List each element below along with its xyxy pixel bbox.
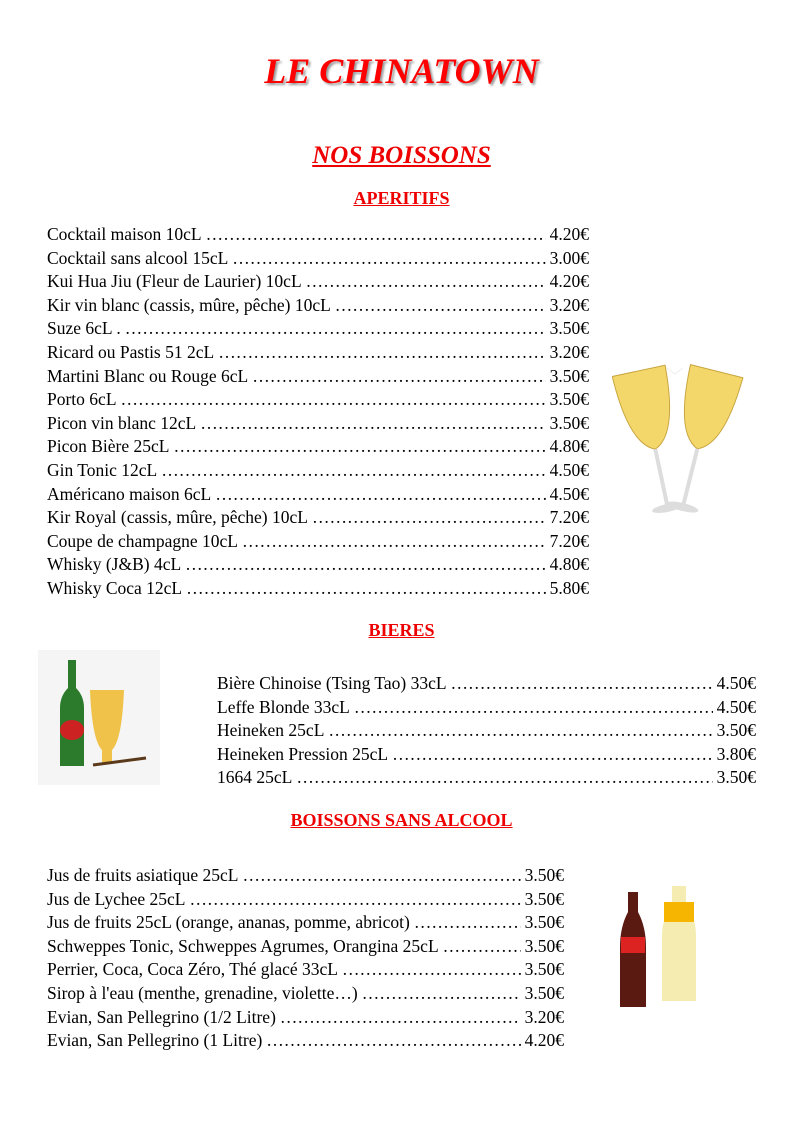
menu-item: [47, 577, 589, 601]
item-name: Heineken 25cL: [217, 720, 325, 741]
item-name: Bière Chinoise (Tsing Tao) 33cL: [217, 673, 447, 693]
menu-item: [47, 365, 589, 389]
item-name: Sirop à l'eau (menthe, grenadine, violette…): [47, 982, 358, 1003]
dot-leader: [242, 530, 546, 554]
menu-item: [47, 530, 589, 554]
dot-leader: [232, 247, 545, 271]
champagne-glasses-image: [612, 350, 747, 525]
dot-leader: [296, 766, 712, 790]
dot-leader: [328, 719, 712, 743]
menu-item: [47, 888, 564, 912]
dot-leader: [312, 506, 546, 530]
dot-leader: [354, 696, 713, 720]
dot-leader: [125, 317, 546, 341]
menu-item: [47, 459, 589, 483]
menu-item: [47, 982, 564, 1006]
item-name: Suze 6cL .: [47, 318, 121, 339]
item-price: 3.80€: [716, 743, 756, 764]
aperitifs-list: [47, 223, 589, 601]
item-name: Cocktail sans alcool 15cL: [47, 247, 229, 268]
menu-item: [217, 672, 756, 696]
dot-leader: [392, 743, 713, 767]
item-price: 5.80€: [549, 577, 589, 598]
item-name: Jus de fruits asiatique 25cL: [47, 865, 239, 885]
item-price: 3.50€: [524, 865, 564, 885]
item-price: 4.20€: [524, 1030, 564, 1051]
menu-item: [47, 483, 589, 507]
menu-item: [217, 766, 756, 790]
menu-item: [47, 911, 564, 935]
item-price: 3.20€: [524, 1006, 564, 1027]
dot-leader: [206, 223, 546, 247]
item-price: 3.20€: [549, 294, 589, 315]
item-price: 3.50€: [549, 318, 589, 339]
item-name: Porto 6cL: [47, 389, 117, 410]
menu-item: [217, 696, 756, 720]
item-price: 3.50€: [549, 365, 589, 386]
menu-item: [47, 388, 589, 412]
dot-leader: [362, 982, 521, 1006]
dot-leader: [121, 388, 546, 412]
dot-leader: [215, 483, 545, 507]
dot-leader: [161, 459, 545, 483]
item-price: 4.20€: [549, 271, 589, 292]
dot-leader: [451, 672, 713, 696]
item-name: Ricard ou Pastis 51 2cL: [47, 341, 215, 362]
item-name: Evian, San Pellegrino (1 Litre): [47, 1030, 263, 1051]
dot-leader: [218, 341, 545, 365]
item-price: 4.80€: [549, 436, 589, 457]
item-price: 3.50€: [524, 888, 564, 909]
menu-item: [47, 435, 589, 459]
item-price: 3.50€: [716, 767, 756, 788]
item-price: 3.50€: [549, 412, 589, 433]
dot-leader: [335, 294, 546, 318]
dot-leader: [414, 911, 521, 935]
item-price: 3.50€: [716, 720, 756, 741]
soda-bottles-image: [620, 882, 705, 1012]
dot-leader: [242, 864, 520, 888]
item-name: Cocktail maison 10cL: [47, 224, 202, 244]
menu-item: [47, 1006, 564, 1030]
dot-leader: [280, 1006, 521, 1030]
dot-leader: [266, 1029, 520, 1053]
item-name: Martini Blanc ou Rouge 6cL: [47, 365, 249, 386]
dot-leader: [185, 553, 545, 577]
item-price: 3.50€: [549, 389, 589, 410]
item-name: Gin Tonic 12cL: [47, 459, 158, 480]
item-price: 3.20€: [549, 341, 589, 362]
item-name: Kui Hua Jiu (Fleur de Laurier) 10cL: [47, 271, 302, 292]
dot-leader: [186, 577, 546, 601]
item-name: Heineken Pression 25cL: [217, 743, 389, 764]
menu-subtitle: NOS BOISSONS: [312, 142, 491, 169]
item-name: Leffe Blonde 33cL: [217, 696, 350, 717]
menu-item: [47, 270, 589, 294]
item-name: Coupe de champagne 10cL: [47, 530, 238, 551]
item-name: Picon vin blanc 12cL: [47, 412, 197, 433]
item-price: 4.80€: [549, 554, 589, 575]
dot-leader: [252, 365, 545, 389]
sans-alcool-list: [47, 864, 564, 1053]
item-name: Whisky Coca 12cL: [47, 577, 183, 598]
beer-bottle-image: [38, 650, 160, 785]
menu-item: [47, 247, 589, 271]
menu-item: [47, 935, 564, 959]
item-price: 4.50€: [716, 673, 756, 693]
item-price: 7.20€: [549, 530, 589, 551]
menu-item: [217, 719, 756, 743]
item-name: Perrier, Coca, Coca Zéro, Thé glacé 33cL: [47, 959, 338, 980]
dot-leader: [342, 958, 521, 982]
menu-item: [47, 223, 589, 247]
section-heading-sans-alcool: BOISSONS SANS ALCOOL: [290, 810, 513, 830]
menu-item: [47, 553, 589, 577]
item-name: Jus de fruits 25cL (orange, ananas, pomme, abricot): [47, 912, 410, 933]
item-price: 4.50€: [549, 483, 589, 504]
item-price: 3.00€: [549, 247, 589, 268]
item-name: Picon Bière 25cL: [47, 436, 170, 457]
restaurant-title: LE CHINATOWN: [264, 51, 539, 91]
menu-item: [47, 506, 589, 530]
item-name: 1664 25cL: [217, 767, 293, 788]
menu-item: [47, 317, 589, 341]
menu-item: [47, 412, 589, 436]
dot-leader: [200, 412, 545, 436]
item-price: 3.50€: [524, 935, 564, 956]
item-name: Américano maison 6cL: [47, 483, 212, 504]
item-name: Evian, San Pellegrino (1/2 Litre): [47, 1006, 276, 1027]
item-name: Kir Royal (cassis, mûre, pêche) 10cL: [47, 507, 308, 528]
item-price: 3.50€: [524, 959, 564, 980]
item-price: 4.50€: [716, 696, 756, 717]
dot-leader: [443, 935, 521, 959]
item-price: 7.20€: [549, 507, 589, 528]
item-price: 3.50€: [524, 912, 564, 933]
section-heading-aperitifs: APERITIFS: [353, 188, 450, 208]
menu-item: [217, 743, 756, 767]
section-heading-bieres: BIERES: [368, 620, 435, 640]
item-name: Whisky (J&B) 4cL: [47, 554, 182, 575]
menu-item: [47, 294, 589, 318]
menu-item: [47, 958, 564, 982]
dot-leader: [306, 270, 546, 294]
item-price: 4.50€: [549, 459, 589, 480]
item-name: Schweppes Tonic, Schweppes Agrumes, Orangina 25cL: [47, 935, 439, 956]
dot-leader: [190, 888, 521, 912]
item-name: Kir vin blanc (cassis, mûre, pêche) 10cL: [47, 294, 331, 315]
menu-item: [47, 1029, 564, 1053]
menu-item: [47, 341, 589, 365]
dot-leader: [173, 435, 545, 459]
item-price: 4.20€: [549, 224, 589, 244]
item-price: 3.50€: [524, 982, 564, 1003]
menu-item: [47, 864, 564, 888]
bieres-list: [217, 672, 756, 790]
item-name: Jus de Lychee 25cL: [47, 888, 186, 909]
